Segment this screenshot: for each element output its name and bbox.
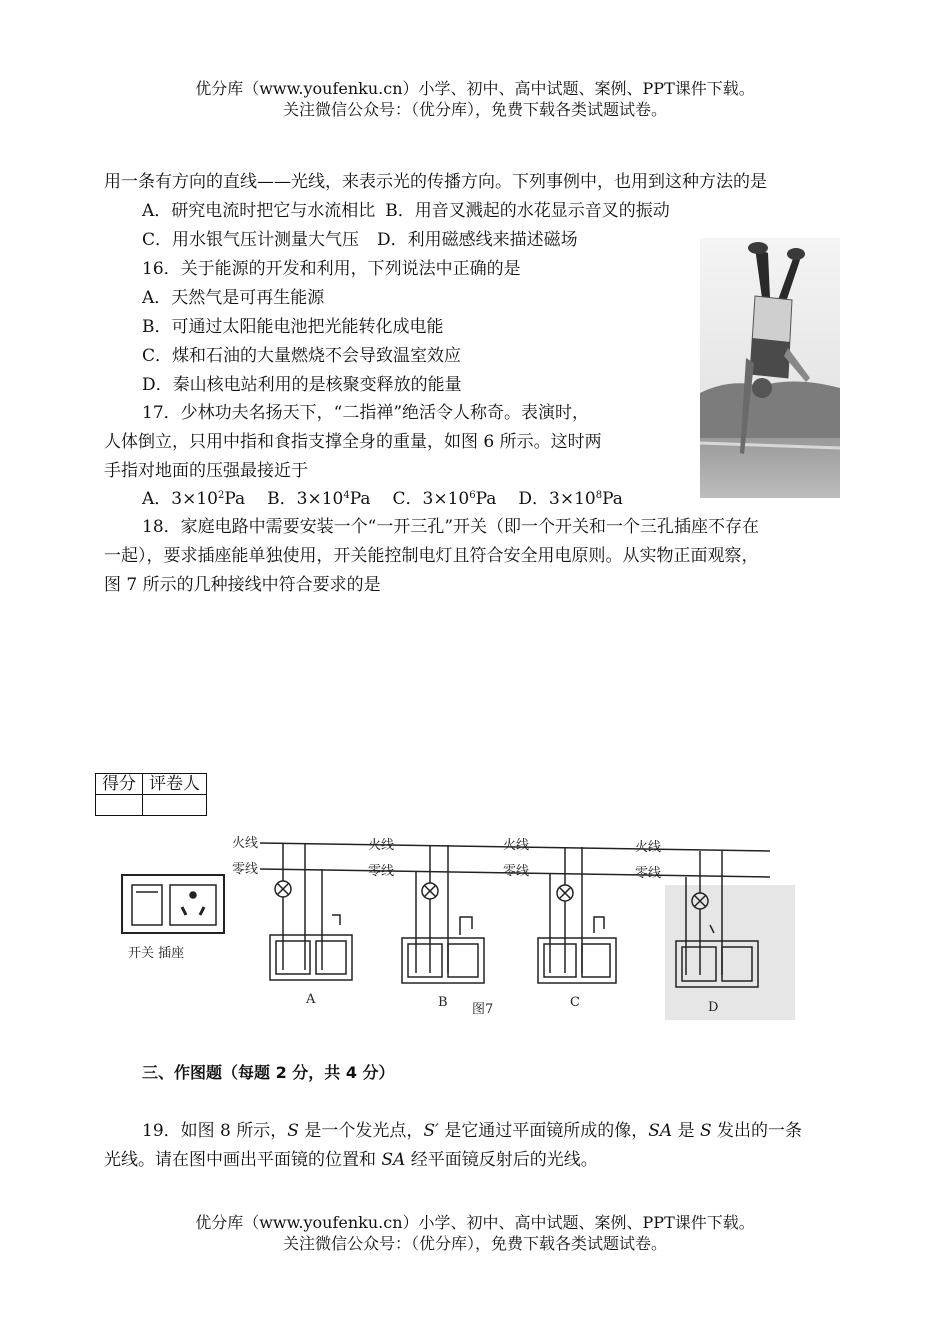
q17-stem-1: 17．少林功夫名扬天下，“二指禅”绝活令人称奇。表演时，: [142, 403, 590, 423]
zero-label-b: 零线: [368, 864, 395, 879]
figure-7-caption: 图7: [472, 1002, 494, 1017]
q16-option-d: D．秦山核电站利用的是核聚变释放的能量: [142, 375, 462, 395]
footer-line-2: 关注微信公众号：（优分库），免费下载各类试题试卷。: [282, 1234, 667, 1253]
q15-options-cd: [142, 229, 578, 251]
fire-label-b: 火线: [368, 838, 395, 853]
score-table: [95, 773, 207, 816]
wiring-diagram-a: [270, 844, 352, 1007]
zero-label-a: 零线: [232, 862, 259, 877]
q15-option-c: C．用水银气压计测量大气压: [142, 230, 360, 250]
label-b: B: [438, 995, 448, 1010]
q15-option-b: B．用音叉溅起的水花显示音叉的振动: [385, 201, 670, 221]
score-cell: [96, 795, 143, 816]
handstand-photo: [700, 238, 840, 498]
label-a: A: [306, 992, 316, 1007]
wiring-diagram-c: [538, 847, 616, 1010]
fire-label-c: 火线: [503, 838, 530, 853]
q16-stem: 16．关于能源的开发和利用，下列说法中正确的是: [142, 259, 521, 279]
q17-option-a: A．$3\times 10^2Pa$: [142, 489, 246, 509]
wiring-diagram-b: [402, 845, 484, 1010]
section-3-title: 三、作图题（每题 2 分，共 4 分）: [142, 1063, 395, 1082]
q18-stem-3: 图 7 所示的几种接线中符合要求的是: [104, 575, 381, 595]
label-c: C: [570, 995, 580, 1010]
q17-option-b: B．$3\times 10^4Pa$: [267, 489, 371, 509]
label-d: D: [708, 1000, 719, 1015]
zero-label-d: 零线: [635, 866, 662, 881]
q19-line-1: 19．如图 8 所示，S 是一个发光点，S′ 是它通过平面镜所成的像，SA 是 S 发出的一条: [142, 1121, 803, 1141]
zero-label-c: 零线: [503, 864, 530, 879]
q17-options: [142, 488, 623, 510]
switch-icon: [132, 885, 162, 925]
q17-option-c: C．$3\times 10^6Pa$: [392, 489, 497, 509]
q16-option-b: B．可通过太阳能电池把光能转化成电能: [142, 317, 444, 337]
header-line-2: 关注微信公众号：（优分库），免费下载各类试题试卷。: [282, 100, 667, 119]
socket-icon: [170, 885, 216, 925]
fire-label-a: 火线: [232, 836, 259, 851]
figure-7-wiring: [110, 825, 800, 1025]
q16-option-c: C．煤和石油的大量燃烧不会导致温室效应: [142, 346, 462, 366]
device-label: 开关 插座: [128, 946, 185, 961]
q19-line-2: 光线。请在图中画出平面镜的位置和 SA 经平面镜反射后的光线。: [104, 1150, 598, 1170]
footer-line-1: 优分库（www.youfenku.cn）小学、初中、高中试题、案例、PPT课件下载。: [195, 1213, 755, 1232]
q18-stem-2: 一起），要求插座能单独使用，开关能控制电灯且符合安全用电原则。从实物正面观察，: [104, 546, 759, 566]
q15-options-ab: [142, 200, 670, 222]
grader-header: 评卷人: [143, 774, 207, 795]
header-line-1: 优分库（www.youfenku.cn）小学、初中、高中试题、案例、PPT课件下载。: [195, 79, 755, 98]
q15-option-d: D．利用磁感线来描述磁场: [377, 230, 578, 250]
q17-stem-2: 人体倒立，只用中指和食指支撑全身的重量，如图 6 所示。这时两: [104, 432, 602, 452]
q15-option-a: A．研究电流时把它与水流相比: [142, 201, 376, 221]
grader-cell: [143, 795, 207, 816]
q17-stem-3: 手指对地面的压强最接近于: [104, 461, 308, 481]
q18-stem-1: 18．家庭电路中需要安装一个“一开三孔”开关（即一个开关和一个三孔插座不存在: [142, 517, 760, 537]
score-header: 得分: [96, 774, 143, 795]
q17-option-d: D．$3\times 10^8Pa$: [518, 489, 623, 509]
q16-option-a: A．天然气是可再生能源: [142, 288, 325, 308]
fire-label-d: 火线: [635, 840, 662, 855]
q15-stem-tail: 用一条有方向的直线——光线，来表示光的传播方向。下列事例中，也用到这种方法的是: [104, 172, 767, 192]
